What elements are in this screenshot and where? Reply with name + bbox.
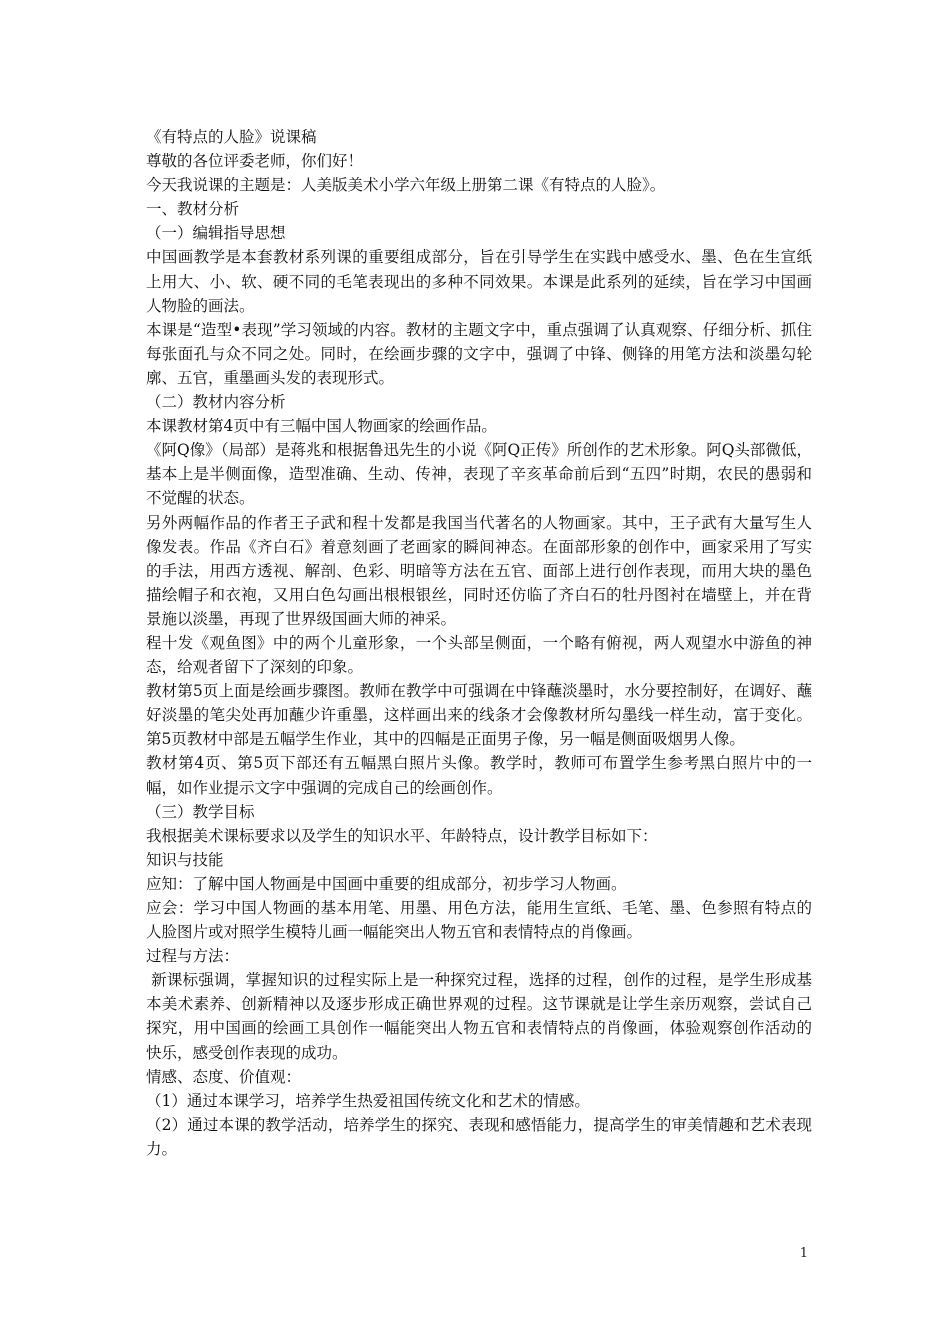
list-item: （2）通过本课的教学活动，培养学生的探究、表现和感悟能力，提高学生的审美情趣和艺术表现力。 xyxy=(146,1115,812,1158)
paragraph: 本课教材第4页中有三幅中国人物画家的绘画作品。 xyxy=(146,417,497,436)
subheading-editing-guidance: （一）编辑指导思想 xyxy=(146,224,286,243)
label-knowledge-skills: 知识与技能 xyxy=(146,850,224,869)
heading-material-analysis: 一、教材分析 xyxy=(146,200,240,219)
subheading-content-analysis: （二）教材内容分析 xyxy=(146,393,286,412)
paragraph: 另外两幅作品的作者王子武和程十发都是我国当代著名的人物画家。其中，王子武有大量写生人像发表。作品《齐白石》着意刻画了老画家的瞬间神态。在面部形象的创作中，画家采用了写实的手法，用西方透视、解剖、色彩、明暗等方法在五官、面部上进行创作表现，而用大块的墨色描绘帽子和衣袍，又用白色勾画出根根银丝，同时还仿临了齐白石的牡丹图衬在墙壁上，并在背景施以淡墨，再现了世界级国画大师的神采。 xyxy=(146,513,812,628)
document-body xyxy=(146,125,812,1161)
subheading-teaching-goals: （三）教学目标 xyxy=(146,802,255,821)
paragraph: 新课标强调，掌握知识的过程实际上是一种探究过程，选择的过程，创作的过程，是学生形成基本美术素养、创新精神以及逐步形成正确世界观的过程。这节课就是让学生亲历观察，尝试自己探究，用中国画的绘画工具创作一幅能突出人物五官和表情特点的肖像画，体验观察创作活动的快乐，感受创作表现的成功。 xyxy=(146,971,812,1062)
paragraph: 中国画教学是本套教材系列课的重要组成部分，旨在引导学生在实践中感受水、墨、色在生宣纸上用大、小、软、硬不同的毛笔表现出的多种不同效果。本课是此系列的延续，旨在学习中国画人物脸的画法。 xyxy=(146,248,812,315)
label-process-methods: 过程与方法： xyxy=(146,947,240,966)
paragraph: 《阿Q像》（局部）是蒋兆和根据鲁迅先生的小说《阿Q正传》所创作的艺术形象。阿Q头部微低，基本上是半侧面像，造型准确、生动、传神，表现了辛亥革命前后到“五四”时期，农民的愚弱和不觉醒的状态。 xyxy=(146,441,812,508)
paragraph: 应会：学习中国人物画的基本用笔、用墨、用色方法，能用生宣纸、毛笔、墨、色参照有特点的人脸图片或对照学生模特儿画一幅能突出人物五官和表情特点的肖像画。 xyxy=(146,899,812,942)
paragraph: 应知：了解中国人物画是中国画中重要的组成部分，初步学习人物画。 xyxy=(146,874,627,893)
page-number: 1 xyxy=(799,1246,808,1261)
paragraph: 本课是“造型•表现”学习领域的内容。教材的主题文字中，重点强调了认真观察、仔细分析、抓住每张面孔与众不同之处。同时，在绘画步骤的文字中，强调了中锋、侧锋的用笔方法和淡墨勾轮廓、五官，重墨画头发的表现形式。 xyxy=(146,320,812,387)
paragraph: 程十发《观鱼图》中的两个儿童形象，一个头部呈侧面，一个略有俯视，两人观望水中游鱼的神态，给观者留下了深刻的印象。 xyxy=(146,633,812,677)
paragraph-greeting: 尊敬的各位评委老师，你们好！ xyxy=(146,152,364,171)
list-item: （1）通过本课学习，培养学生热爱祖国传统文化和艺术的情感。 xyxy=(146,1091,590,1110)
label-emotion-values: 情感、态度、价值观： xyxy=(146,1067,302,1086)
paragraph-topic: 今天我说课的主题是：人美版美术小学六年级上册第二课《有特点的人脸》。 xyxy=(146,176,666,195)
paragraph: 教材第5页上面是绘画步骤图。教师在教学中可强调在中锋蘸淡墨时，水分要控制好，在调好、蘸好淡墨的笔尖处再加蘸少许重墨，这样画出来的线条才会像教材所勾墨线一样生动，富于变化。第5页教材中部是五幅学生作业，其中的四幅是正面男子像，另一幅是侧面吸烟男人像。 xyxy=(146,682,812,749)
paragraph: 教材第4页、第5页下部还有五幅黑白照片头像。教学时，教师可布置学生参考黑白照片中的一幅，如作业提示文字中强调的完成自己的绘画创作。 xyxy=(146,754,812,797)
document-title: 《有特点的人脸》说课稿 xyxy=(146,128,317,146)
paragraph: 我根据美术课标要求以及学生的知识水平、年龄特点，设计教学目标如下： xyxy=(146,826,658,845)
